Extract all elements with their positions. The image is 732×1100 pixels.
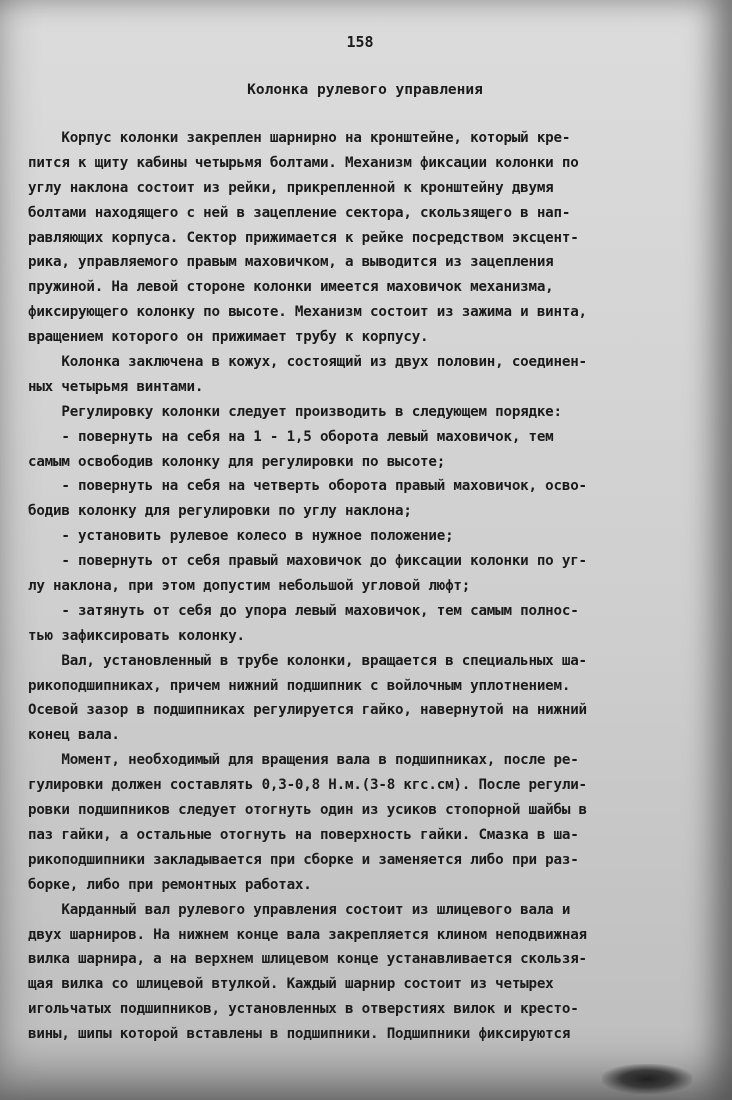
text-line: вращением которого он прижимает трубу к корпусу. (28, 329, 429, 346)
text-line: конец вала. (28, 727, 120, 744)
text-line: - повернуть на себя на четверть оборота правый маховичок, осво- (28, 478, 587, 495)
text-line: Колонка заключена в кожух, состоящий из двух половин, соединен- (28, 354, 587, 371)
text-line: двух шарниров. На нижнем конце вала закрепляется клином неподвижная (28, 926, 587, 943)
text-line: тью зафиксировать колонку. (28, 627, 245, 644)
text-line: равляющих корпуса. Сектор прижимается к рейке посредством эксцент- (28, 229, 579, 246)
text-line: - повернуть на себя на 1 - 1,5 оборота левый маховичок, тем (28, 428, 554, 445)
text-line: Корпус колонки закреплен шарнирно на кронштейне, который кре- (28, 130, 571, 146)
text-line: вины, шипы которой вставлены в подшипники. Подшипники фиксируются (28, 1026, 571, 1043)
text-line: ровки подшипников следует отогнуть один из усиков стопорной шайбы в (28, 802, 587, 819)
text-line: Вал, установленный в трубе колонки, вращается в специальных ша- (28, 652, 587, 669)
text-line: рикоподшипниках, причем нижний подшипник с войлочным уплотнением. (28, 677, 571, 694)
ink-smudge (602, 1064, 692, 1094)
text-line: - повернуть от себя правый маховичок до фиксации колонки по уг- (28, 553, 587, 570)
text-line: гулировки должен составлять 0,3-0,8 Н.м.(3-8 кгс.см). После регули- (28, 777, 587, 794)
text-line: пружиной. На левой стороне колонки имеется маховичок механизма, (28, 279, 554, 296)
text-line: борке, либо при ремонтных работах. (28, 876, 312, 893)
text-line: вилка шарнира, а на верхнем шлицевом конце устанавливается скользя- (28, 951, 587, 968)
text-line: ных четырьмя винтами. (28, 378, 204, 395)
text-line: Карданный вал рулевого управления состоит из шлицевого вала и (28, 901, 571, 918)
section-heading: Колонка рулевого управления (247, 82, 483, 98)
text-line: рика, управляемого правым маховичком, а выводится из зацепления (28, 254, 554, 271)
text-line: пится к щиту кабины четырьмя болтами. Механизм фиксации колонки по (28, 154, 579, 171)
text-line: фиксирующего колонку по высоте. Механизм состоит из зажима и винта, (28, 304, 587, 321)
text-line: углу наклона состоит из рейки, прикрепленной к кронштейну двумя (28, 179, 554, 196)
text-line: Регулировку колонки следует производить в следующем порядке: (28, 403, 562, 420)
text-line: Осевой зазор в подшипниках регулируется гайко, навернутой на нижний (28, 702, 587, 719)
page-number: 158 (346, 33, 374, 51)
text-line: Момент, необходимый для вращения вала в подшипниках, после ре- (28, 752, 579, 769)
text-line: бодив колонку для регулировки по углу наклона; (28, 503, 412, 520)
text-line: - установить рулевое колесо в нужное положение; (28, 528, 454, 545)
text-line: рикоподшипники закладывается при сборке и заменяется либо при раз- (28, 851, 579, 868)
text-line: самым освободив колонку для регулировки по высоте; (28, 453, 446, 470)
body-text (28, 126, 708, 1047)
text-line: болтами находящего с ней в зацепление сектора, скользящего в нап- (28, 204, 571, 221)
text-line: игольчатых подшипников, установленных в отверстиях вилок и кресто- (28, 1001, 579, 1018)
text-line: щая вилка со шлицевой втулкой. Каждый шарнир состоит из четырех (28, 976, 554, 993)
text-line: - затянуть от себя до упора левый маховичок, тем самым полнос- (28, 602, 579, 619)
text-line: лу наклона, при этом допустим небольшой угловой люфт; (28, 578, 471, 595)
text-line: паз гайки, а остальные отогнуть на поверхность гайки. Смазка в ша- (28, 826, 579, 843)
